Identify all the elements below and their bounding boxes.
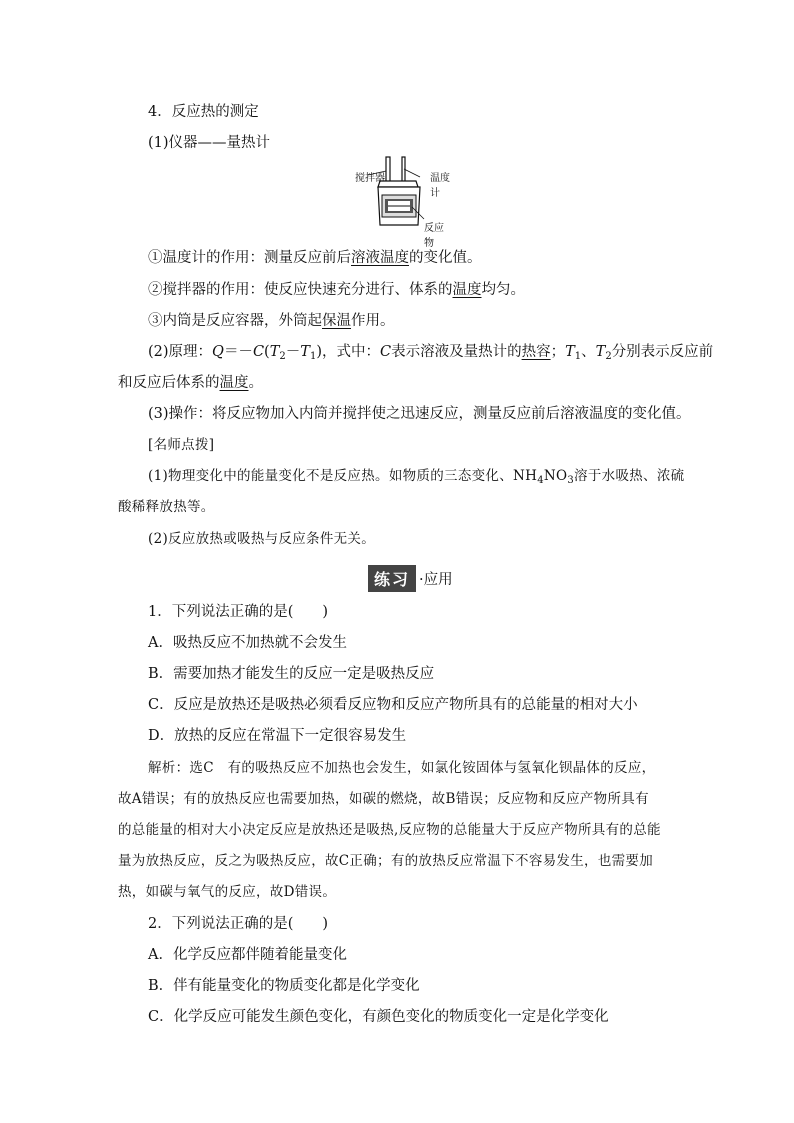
q1-option-c: C．反应是放热还是吸热必须看反应物和反应产物所具有的总能量的相对大小 <box>148 697 638 713</box>
practice-section-header <box>368 565 453 592</box>
q1-explanation-line-4: 量为放热反应，反之为吸热反应，故C正确；有的放热反应常温下不容易发生，也需要加 <box>118 853 654 869</box>
thermometer-role: ①温度计的作用：测量反应前后溶液温度的变化值。 <box>148 250 482 266</box>
tip-2: (2)反应放热或吸热与反应条件无关。 <box>148 531 376 547</box>
practice-badge: 练习 <box>368 565 416 592</box>
reactant-label: 反应物 <box>424 223 444 249</box>
q1-option-d: D．放热的反应在常温下一定很容易发生 <box>148 728 407 744</box>
stirrer-role: ②搅拌器的作用：使反应快速充分进行、体系的温度均匀。 <box>148 282 525 298</box>
stirrer-label: 搅拌器 <box>355 173 385 184</box>
q1-explanation-line-3: 的总能量的相对大小决定反应是放热还是吸热,反应物的总能量大于反应产物所具有的总能 <box>118 822 661 838</box>
q1-explanation-line-5: 热，如碳与氧气的反应，故D错误。 <box>118 884 337 900</box>
q1-explanation-line-2: 故A错误；有的放热反应也需要加热，如碳的燃烧，故B错误；反应物和反应产物所具有 <box>118 791 649 807</box>
tip-1-line-1: (1)物理变化中的能量变化不是反应热。如物质的三态变化、$NH_4NO_3$溶于水吸热、浓硫 <box>148 468 685 486</box>
principle-line-1: (2)原理：$Q=-C(T_2-T_1)$，式中：C表示溶液及量热计的热容；$T_1$、$T_2$分别表示反应前 <box>148 344 714 362</box>
operation-line: (3)操作：将反应物加入内筒并搅拌使之迅速反应，测量反应前后溶液温度的变化值。 <box>148 406 691 422</box>
q2-option-b: B．伴有能量变化的物质变化都是化学变化 <box>148 978 420 994</box>
q2-stem: 2．下列说法正确的是( ) <box>148 916 329 932</box>
q2-option-c: C．化学反应可能发生颜色变化，有颜色变化的物质变化一定是化学变化 <box>148 1009 609 1025</box>
tips-title: [名师点拨] <box>148 437 215 453</box>
q1-option-a: A．吸热反应不加热就不会发生 <box>148 635 347 651</box>
principle-line-2: 和反应后体系的温度。 <box>118 375 263 391</box>
instrument-heading: (1)仪器——量热计 <box>148 135 271 151</box>
practice-label: ·应用 <box>419 572 453 588</box>
section-4-title: 4．反应热的测定 <box>148 104 259 120</box>
tip-1-line-2: 酸稀释放热等。 <box>118 499 215 515</box>
q1-explanation-line-1: 解析：选C 有的吸热反应不加热也会发生，如氯化铵固体与氢氧化钡晶体的反应， <box>148 760 656 776</box>
thermometer-label: 温度计 <box>430 173 450 199</box>
calorimeter-figure <box>350 155 450 249</box>
q2-option-a: A．化学反应都伴随着能量变化 <box>148 947 347 963</box>
cylinder-role: ③内筒是反应容器，外筒起保温作用。 <box>148 313 395 329</box>
q1-option-b: B．需要加热才能发生的反应一定是吸热反应 <box>148 666 435 682</box>
q1-stem: 1．下列说法正确的是( ) <box>148 604 329 620</box>
